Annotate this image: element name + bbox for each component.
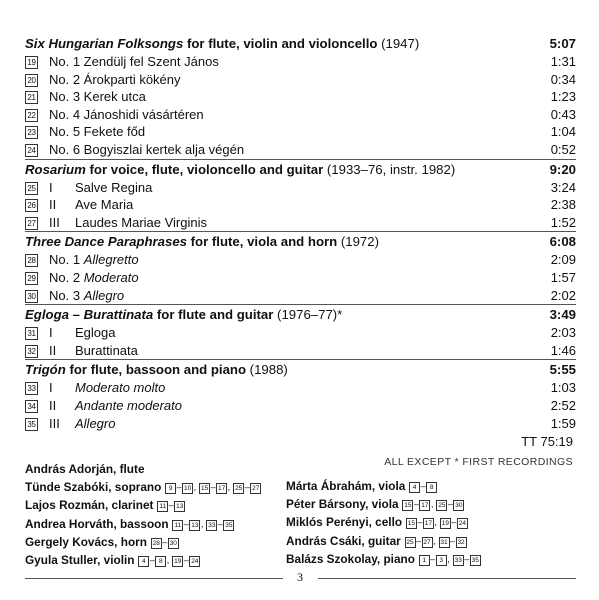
track-ref-box: 8 <box>155 556 166 567</box>
performers-right-column <box>286 477 481 568</box>
work-header <box>25 159 576 179</box>
track-title-text: No. 4 Jánoshidi vásártéren <box>49 106 204 122</box>
work-instrumentation: for flute, bassoon and piano <box>65 362 247 378</box>
track-row <box>25 214 576 232</box>
track-duration: 0:34 <box>550 71 576 87</box>
track-row <box>25 415 576 433</box>
track-row <box>25 324 576 342</box>
track-number-prefix: No. 3 <box>49 287 84 303</box>
track-ref-dash: – <box>168 500 174 511</box>
track-title <box>75 415 115 433</box>
track-ref-comma: , <box>447 553 453 564</box>
track-row <box>25 71 576 89</box>
track-title <box>49 251 139 269</box>
first-recordings-note: ALL EXCEPT * FIRST RECORDINGS <box>384 456 573 468</box>
track-ref-dash: – <box>417 517 423 528</box>
track-duration: 1:31 <box>550 54 576 69</box>
track-ref-dash: – <box>183 554 189 565</box>
track-ref-box: 15 <box>407 520 415 528</box>
track-ref-dash: – <box>162 536 168 547</box>
track-ref-dash: – <box>430 553 436 564</box>
track-duration: 1:46 <box>550 342 576 358</box>
footer-rule-left <box>25 578 283 579</box>
track-number-box: 20 <box>25 74 38 87</box>
work-header <box>25 304 576 324</box>
track-ref-box: 33 <box>208 521 216 529</box>
track-ref-dash: – <box>210 482 216 493</box>
track-title <box>49 141 244 159</box>
track-duration: 2:03 <box>550 325 576 341</box>
performer-row <box>25 478 262 496</box>
performer-name: Tünde Szabóki, soprano <box>25 480 162 495</box>
track-number-box: 19 <box>25 56 38 69</box>
track-ref-box: 31 <box>440 538 448 546</box>
track-title-text: No. 2 Árokparti kökény <box>49 71 181 87</box>
track-ref-box: 33 <box>454 556 462 564</box>
track-ref-comma: , <box>200 518 206 529</box>
track-title-text: No. 1 Zendülj fel Szent János <box>49 54 219 69</box>
performer-row <box>286 477 481 495</box>
track-number-prefix: No. 1 <box>49 252 84 268</box>
track-title <box>49 88 146 106</box>
work-instrumentation: for flute, viola and horn <box>187 234 338 250</box>
track-movement-numeral: II <box>49 397 57 413</box>
track-number-box: 22 <box>25 109 38 122</box>
track-ref-box: 24 <box>458 520 466 528</box>
track-ref-box: 30 <box>455 502 463 510</box>
track-row <box>25 379 576 397</box>
track-number-box: 21 <box>25 91 38 104</box>
track-ref-dash: – <box>447 499 453 510</box>
track-ref-box: 13 <box>191 521 199 529</box>
performer-name: Gergely Kovács, horn <box>25 534 147 549</box>
performer-row <box>286 550 481 568</box>
track-ref-box: 27 <box>423 538 431 546</box>
track-duration: 1:59 <box>550 415 576 431</box>
work-header <box>25 231 576 251</box>
work-total-duration: 5:55 <box>549 362 576 378</box>
track-ref-dash: – <box>413 499 419 510</box>
track-ref-box: 15 <box>201 485 209 493</box>
track-duration: 1:23 <box>550 89 576 105</box>
track-title <box>49 287 124 305</box>
track-title <box>49 106 204 124</box>
track-row <box>25 106 576 124</box>
track-duration: 0:52 <box>550 141 576 157</box>
track-title-text: No. 6 Bogyiszlai kertek alja végén <box>49 141 245 157</box>
track-title <box>49 53 219 71</box>
track-number-box: 31 <box>25 327 38 340</box>
track-number-box: 25 <box>25 182 38 195</box>
work-title-line <box>25 232 379 251</box>
performer-name: Lajos Rozmán, clarinet <box>25 498 154 513</box>
work-header <box>25 34 576 53</box>
track-title-text: No. 3 Kerek utca <box>49 89 146 105</box>
work-header <box>25 359 576 379</box>
track-ref-comma: , <box>227 482 233 493</box>
track-ref-box: 1 <box>419 555 430 566</box>
track-ref-box: 17 <box>421 502 429 510</box>
performer-name: András Adorján, flute <box>25 462 145 476</box>
performer-name: András Csáki, guitar <box>286 533 401 548</box>
track-ref-box: 19 <box>174 557 182 565</box>
track-movement-numeral: II <box>49 342 57 358</box>
track-title <box>49 71 181 89</box>
track-ref-box: 15 <box>404 502 412 510</box>
track-title <box>75 214 207 232</box>
track-ref-dash: – <box>217 518 223 529</box>
track-title <box>49 269 139 287</box>
track-row <box>25 53 576 71</box>
performer-row <box>25 551 262 569</box>
track-ref-box: 11 <box>172 520 183 531</box>
work-total-duration: 3:49 <box>549 307 576 323</box>
track-ref-dash: – <box>149 554 155 565</box>
track-number-box: 24 <box>25 144 38 157</box>
track-ref-dash: – <box>416 535 422 546</box>
track-ref-box: 8 <box>426 482 437 493</box>
track-ref-comma: , <box>193 482 199 493</box>
work-title-line <box>25 160 455 179</box>
track-row <box>25 397 576 415</box>
track-duration: 3:24 <box>550 179 576 195</box>
track-duration: 2:38 <box>550 197 576 213</box>
track-ref-box: 4 <box>409 482 420 493</box>
track-duration: 0:43 <box>550 106 576 122</box>
track-ref-dash: – <box>244 482 250 493</box>
track-row <box>25 179 576 197</box>
track-duration: 2:52 <box>550 397 576 413</box>
track-ref-box: 13 <box>176 503 184 511</box>
track-ref-dash: – <box>420 481 426 491</box>
performer-name: Andrea Horváth, bassoon <box>25 516 169 531</box>
track-movement-numeral: III <box>49 214 60 230</box>
work-title: Trigón <box>25 362 66 378</box>
track-row <box>25 123 576 141</box>
track-title <box>75 179 152 197</box>
work-title: Rosarium <box>25 161 86 177</box>
track-title <box>75 324 115 342</box>
track-row <box>25 88 576 106</box>
track-ref-box: 4 <box>138 556 149 567</box>
track-ref-box: 35 <box>471 556 479 564</box>
track-title-text: Laudes Mariae Virginis <box>75 214 207 230</box>
track-number-box: 30 <box>25 290 38 303</box>
page-number: 3 <box>297 570 303 584</box>
total-time: TT 75:19 <box>521 434 573 449</box>
performers-left-column <box>25 460 262 569</box>
work-year: (1933–76, instr. 1982) <box>323 161 456 177</box>
track-row <box>25 196 576 214</box>
performer-row <box>25 496 262 514</box>
track-row <box>25 269 576 287</box>
track-title <box>75 397 182 415</box>
track-title <box>75 196 133 214</box>
track-duration: 2:02 <box>550 287 576 303</box>
track-row <box>25 287 576 305</box>
track-title <box>49 123 145 141</box>
track-title-text: No. 5 Fekete főd <box>49 124 146 140</box>
track-movement-numeral: I <box>49 380 53 396</box>
track-ref-box: 25 <box>235 485 243 493</box>
performer-name: Péter Bársony, viola <box>286 497 399 512</box>
work-year: (1976–77)* <box>273 307 343 323</box>
performer-row <box>25 460 262 478</box>
track-title <box>75 342 138 360</box>
track-duration: 1:52 <box>550 214 576 230</box>
track-ref-box: 30 <box>169 539 177 547</box>
track-number-prefix: No. 2 <box>49 269 84 285</box>
work-title: Six Hungarian Folksongs <box>25 36 184 51</box>
performer-row <box>25 515 262 533</box>
work-total-duration: 6:08 <box>549 234 576 250</box>
track-ref-dash: – <box>451 517 457 528</box>
track-movement-numeral: II <box>49 197 57 213</box>
track-title-text: Andante moderato <box>75 397 182 413</box>
track-ref-box: 19 <box>441 520 449 528</box>
track-ref-dash: – <box>464 553 470 564</box>
track-movement-numeral: III <box>49 415 60 431</box>
track-ref-dash: – <box>450 535 456 546</box>
work-year: (1947) <box>377 36 420 51</box>
track-ref-box: 17 <box>424 520 432 528</box>
footer-rule-right <box>318 578 576 579</box>
track-duration: 1:04 <box>550 124 576 140</box>
track-ref-box: 25 <box>438 502 446 510</box>
track-number-box: 26 <box>25 199 38 212</box>
track-ref-box: 32 <box>457 538 465 546</box>
track-row <box>25 141 576 159</box>
performer-name: Miklós Perényi, cello <box>286 515 403 530</box>
performer-row <box>286 532 481 550</box>
track-ref-comma: , <box>430 499 436 510</box>
performer-name: Gyula Stuller, violin <box>25 552 135 567</box>
track-number-box: 23 <box>25 126 38 139</box>
track-movement-numeral: I <box>49 325 53 341</box>
track-ref-box: 24 <box>191 557 199 565</box>
track-ref-dash: – <box>183 518 189 529</box>
work-title-line <box>25 360 288 379</box>
work-total-duration: 9:20 <box>549 161 576 177</box>
work-instrumentation: for flute, violin and violoncello <box>183 36 378 51</box>
performer-row <box>25 533 262 551</box>
track-ref-box: 25 <box>406 538 414 546</box>
performer-name: Balázs Szokolay, piano <box>286 551 415 566</box>
track-title-text: Allegro <box>75 415 116 431</box>
track-row <box>25 251 576 269</box>
performer-row <box>286 513 481 531</box>
track-movement-numeral: I <box>49 179 53 195</box>
track-number-box: 32 <box>25 345 38 358</box>
track-ref-box: 35 <box>225 521 233 529</box>
track-ref-box: 27 <box>252 485 260 493</box>
work-total-duration: 5:07 <box>549 36 576 51</box>
track-title-text: Moderato <box>83 269 139 285</box>
track-number-box: 35 <box>25 418 38 431</box>
track-title-text: Salve Regina <box>75 179 153 195</box>
track-ref-dash: – <box>176 482 182 493</box>
track-duration: 1:57 <box>550 269 576 285</box>
track-number-box: 34 <box>25 400 38 413</box>
track-ref-box: 17 <box>218 485 226 493</box>
track-number-box: 33 <box>25 382 38 395</box>
work-year: (1988) <box>246 362 288 378</box>
track-title-text: Ave Maria <box>75 197 134 213</box>
track-ref-box: 28 <box>152 539 160 547</box>
track-ref-box: 3 <box>436 555 447 566</box>
track-number-box: 28 <box>25 254 38 267</box>
track-listing <box>25 34 576 432</box>
track-ref-box: 11 <box>157 501 168 512</box>
track-title-text: Allegretto <box>83 252 139 268</box>
track-ref-box: 10 <box>184 485 192 493</box>
track-row <box>25 342 576 360</box>
track-ref-comma: , <box>434 517 440 528</box>
track-ref-comma: , <box>433 535 439 546</box>
track-number-box: 29 <box>25 272 38 285</box>
work-title-line <box>25 34 419 53</box>
performer-row <box>286 495 481 513</box>
work-title: Three Dance Paraphrases <box>25 234 187 250</box>
track-title-text: Burattinata <box>75 342 138 358</box>
track-duration: 1:03 <box>550 380 576 396</box>
track-title-text: Allegro <box>83 287 125 303</box>
work-year: (1972) <box>337 234 379 250</box>
track-ref-box: 9 <box>165 483 176 494</box>
performer-name: Márta Ábrahám, viola <box>286 479 406 493</box>
track-duration: 2:09 <box>550 252 576 268</box>
work-instrumentation: for voice, flute, violoncello and guitar <box>85 161 324 177</box>
track-title-text: Moderato molto <box>75 380 166 396</box>
work-title-line <box>25 305 342 324</box>
work-title: Egloga – Burattinata <box>25 307 154 323</box>
track-ref-comma: , <box>166 554 172 565</box>
track-title <box>75 379 165 397</box>
track-title-text: Egloga <box>75 325 116 341</box>
track-number-box: 27 <box>25 217 38 230</box>
work-instrumentation: for flute and guitar <box>153 307 274 323</box>
